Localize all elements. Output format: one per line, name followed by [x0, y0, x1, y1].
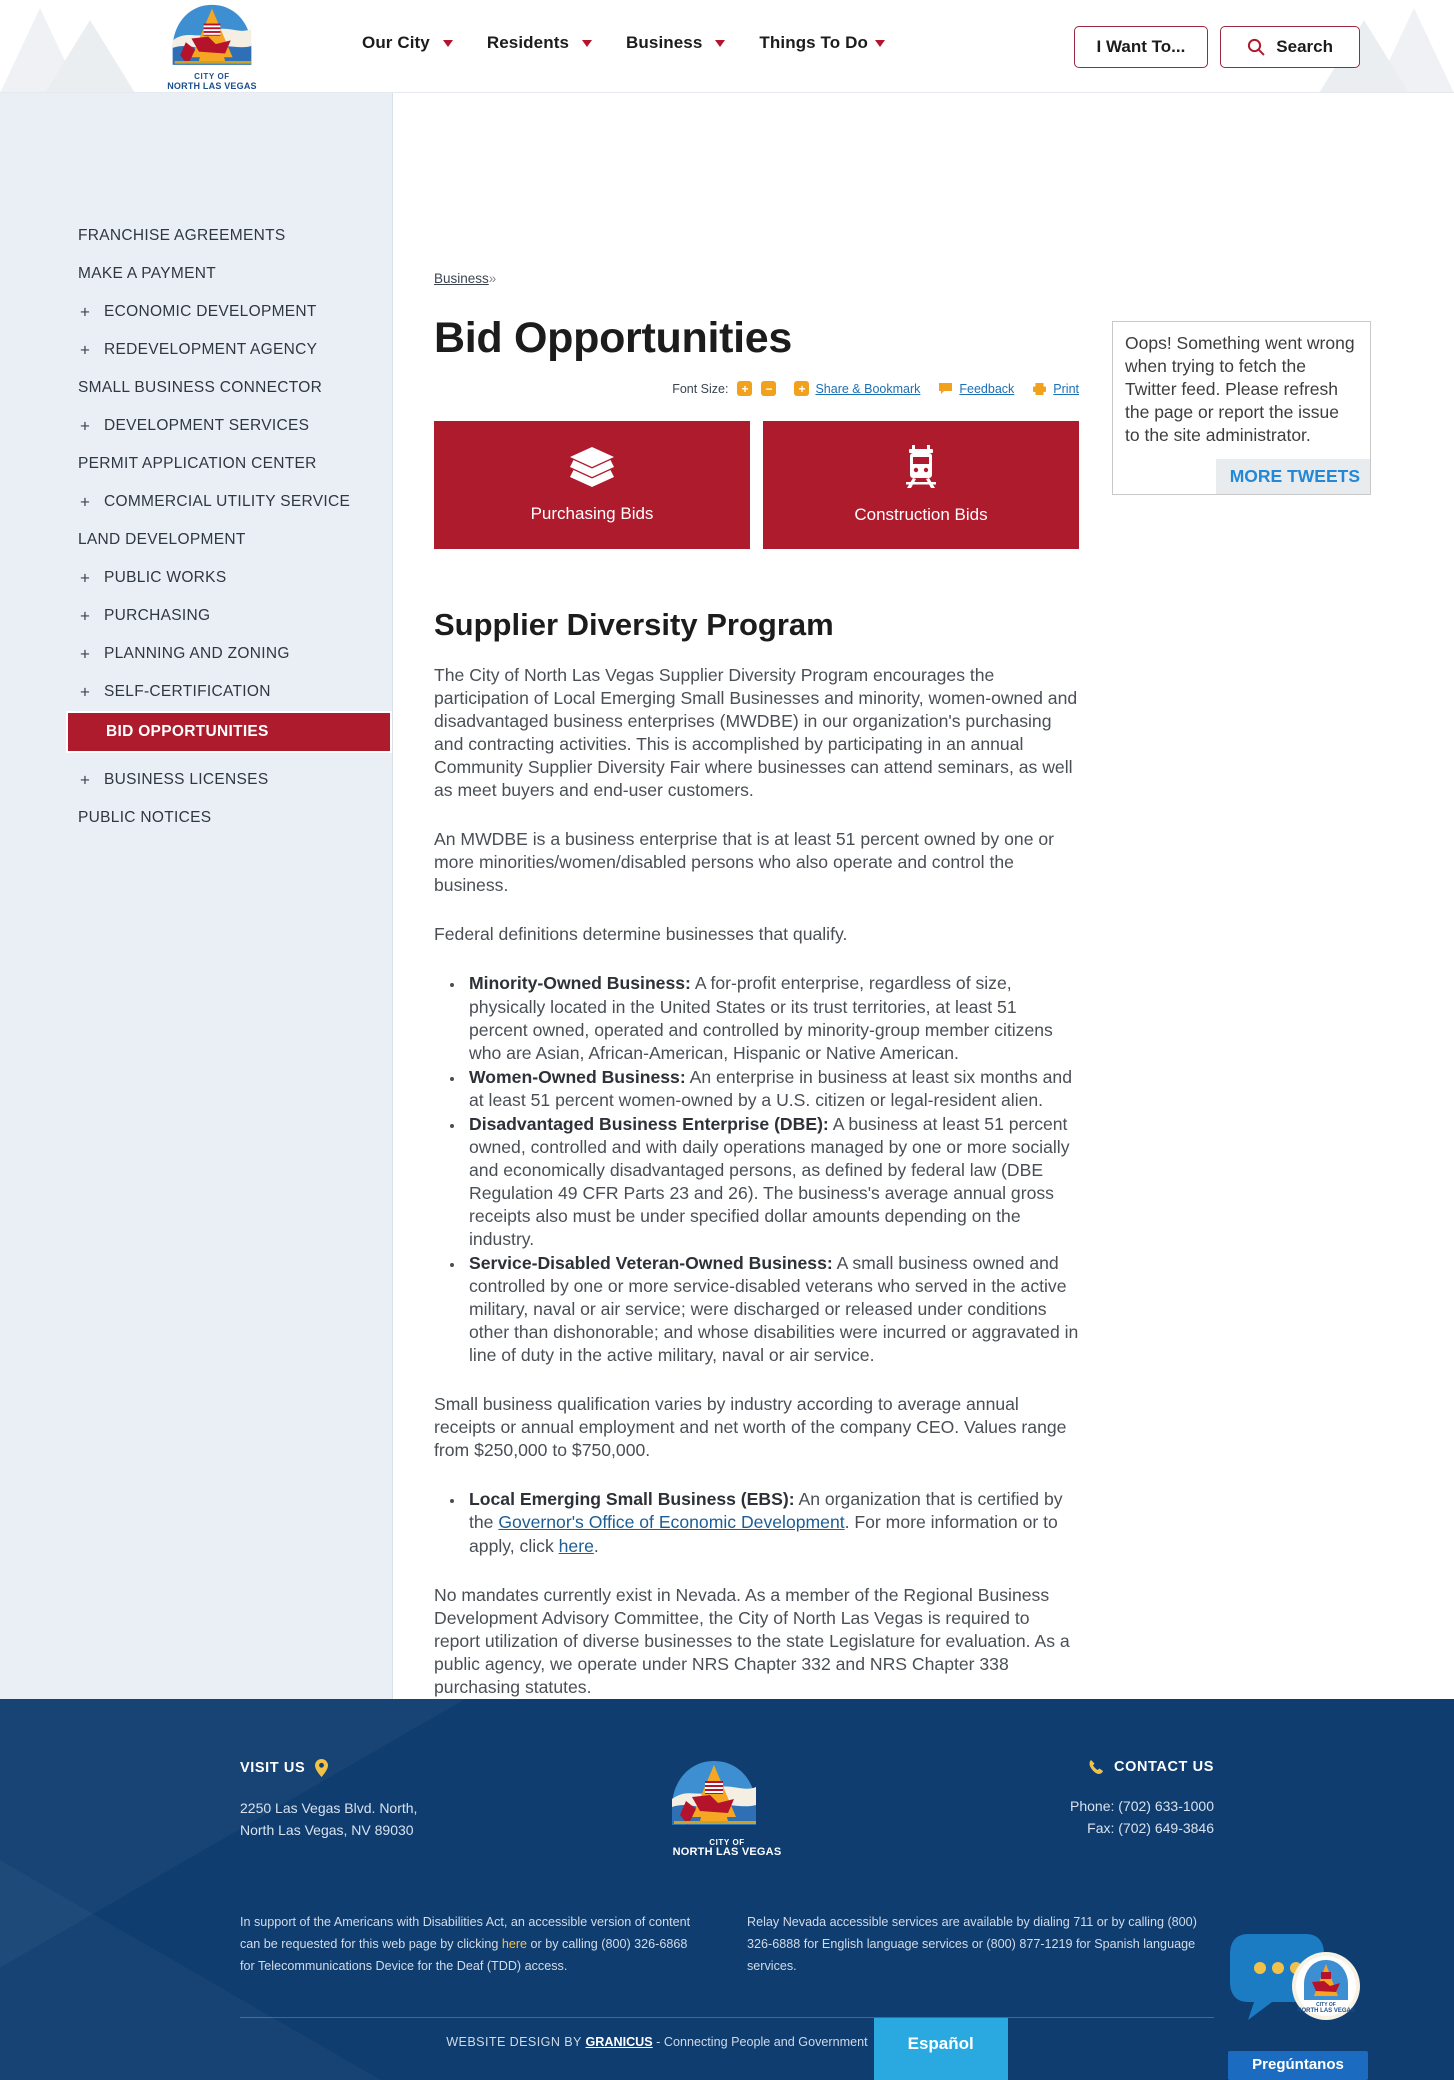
footer-logo-line-2: NORTH LAS VEGAS [672, 1846, 782, 1859]
map-pin-icon [315, 1759, 328, 1777]
sidebar-item-business-licenses[interactable] [0, 761, 392, 799]
right-column [1112, 271, 1412, 1699]
list-item [465, 1066, 1079, 1112]
definition-term: Service-Disabled Veteran-Owned Business: [469, 1253, 833, 1274]
footer-top [0, 1759, 1454, 1859]
share-bookmark-link[interactable]: Share & Bookmark [815, 381, 921, 396]
website-design-credit [446, 2018, 873, 2080]
logo-line-2: NORTH LAS VEGAS [167, 80, 257, 91]
sidebar-item-purchasing[interactable] [0, 597, 392, 635]
site-logo[interactable] [158, 3, 266, 91]
sidebar-item-label: FRANCHISE AGREEMENTS [78, 227, 286, 244]
print-icon [1032, 382, 1047, 396]
sidebar-item-land-development[interactable] [0, 521, 392, 559]
sidebar-item-commercial-utility-service[interactable] [0, 483, 392, 521]
font-size-increase-button[interactable]: + [737, 381, 752, 396]
paragraph-no-mandates: No mandates currently exist in Nevada. As a member of the Regional Business Development Advisory Committee, the City of North Las Vegas is required to report utilization of diverse businesses to the state Legislature for evaluation. As a public agency, we operate under NRS Chapter 332 and NRS Chapter 338 purchasing statutes. [434, 1584, 1070, 1697]
contact-us-heading [914, 1759, 1214, 1775]
nav-label: Our City [362, 33, 430, 52]
city-seal-icon [662, 1759, 766, 1833]
sidebar-item-label: SELF-CERTIFICATION [104, 683, 271, 700]
definition-term: Disadvantaged Business Enterprise (DBE): [469, 1113, 829, 1134]
phone-icon [1089, 1759, 1104, 1775]
footer-phone: Phone: (702) 633-1000 [1070, 1797, 1214, 1814]
more-tweets-button[interactable]: MORE TWEETS [1216, 459, 1370, 494]
paragraph-mwdbe: An MWDBE is a business enterprise that is at least 51 percent owned by one or more minorities/women/disabled persons who also operate and control the business. [434, 829, 1055, 896]
search-button[interactable] [1220, 26, 1360, 68]
list-item [465, 1488, 1079, 1557]
svg-text:NORTH LAS VEGAS: NORTH LAS VEGAS [1297, 2007, 1355, 2014]
sidebar-item-planning-and-zoning[interactable] [0, 635, 392, 673]
print-link[interactable]: Print [1053, 381, 1079, 396]
expand-plus-icon[interactable]: + [80, 416, 90, 436]
bid-category-tiles [434, 421, 1079, 549]
ebs-term: Local Emerging Small Business (EBS): [469, 1489, 795, 1510]
nav-item-business[interactable] [626, 33, 725, 53]
tile-label: Construction Bids [854, 505, 988, 524]
definition-text: A for-profit enterprise, regardless of size, physically located in the United States or its trust territories, at least 51 percent owned, operated and controlled by minority-group member citizens who are Asian, African-American, Hispanic or Native American. [469, 973, 1053, 1063]
definition-text: A small business owned and controlled by one or more service-disabled veterans who served in the active military, naval or air service; were discharged or released under conditions other than dishonorable; and whose disabilities were incurred or aggravated in line of duty in the active military, naval or air service. [469, 1253, 1079, 1366]
sidebar-item-public-notices[interactable] [0, 799, 392, 837]
font-size-label: Font Size: [672, 381, 729, 396]
sidebar-item-label: MAKE A PAYMENT [78, 265, 216, 282]
sidebar-item-label: REDEVELOPMENT AGENCY [104, 341, 318, 358]
ada-text-before: In support of the Americans with Disabilities Act, an accessible version of content can be requested for this web page by clicking [240, 1914, 691, 1951]
contact-us-label: CONTACT US [1114, 1758, 1214, 1775]
tile-construction-bids[interactable] [763, 421, 1079, 549]
list-item [465, 1252, 1079, 1367]
nav-item-things-to-do[interactable] [759, 33, 885, 53]
layers-icon [569, 446, 615, 488]
expand-plus-icon[interactable]: + [80, 682, 90, 702]
paragraph-federal-definitions: Federal definitions determine businesses that qualify. [434, 924, 848, 945]
preguntanos-widget[interactable] [1228, 1928, 1368, 2080]
footer-address-line-1: 2250 Las Vegas Blvd. North, [240, 1799, 418, 1816]
design-suffix: - Connecting People and Government [652, 2034, 868, 2049]
share-plus-icon[interactable]: + [794, 381, 809, 396]
page-title: Bid Opportunities [434, 314, 792, 362]
section-title: Supplier Diversity Program [434, 607, 834, 642]
nav-item-our-city[interactable] [362, 33, 453, 53]
list-item [465, 972, 1079, 1064]
nav-label: Residents [486, 33, 570, 52]
header-actions [1074, 26, 1360, 68]
sidebar-item-franchise-agreements[interactable] [0, 217, 392, 255]
sidebar-item-label: PERMIT APPLICATION CENTER [78, 455, 317, 472]
link-governors-office[interactable]: Governor's Office of Economic Development [498, 1512, 845, 1533]
feedback-icon [938, 382, 953, 395]
sidebar-item-label: BUSINESS LICENSES [104, 771, 269, 788]
chevron-down-icon [582, 40, 592, 47]
ada-statement [240, 1911, 695, 1977]
sidebar-item-label: COMMERCIAL UTILITY SERVICE [104, 493, 351, 510]
sidebar-item-self-certification[interactable] [0, 673, 392, 711]
page-body [0, 93, 1454, 1699]
ada-here-link[interactable]: here [501, 1936, 528, 1951]
footer-logo[interactable] [662, 1759, 792, 1859]
expand-plus-icon[interactable]: + [80, 770, 90, 790]
train-icon [901, 445, 941, 489]
i-want-to-button[interactable] [1074, 26, 1209, 68]
expand-plus-icon[interactable]: + [80, 340, 90, 360]
preguntanos-label[interactable]: Pregúntanos [1228, 2051, 1368, 2080]
sidebar-item-label: ECONOMIC DEVELOPMENT [104, 303, 317, 320]
definition-text: A business at least 51 percent owned, controlled and with daily operations managed by one or more socially and economically disadvantaged persons, as defined by federal law (DBE Regulation 49 CFR Parts 23 and 26). The business's average annual gross receipts also must be under specified dollar amounts depending on the industry. [469, 1113, 1070, 1249]
sidebar-item-label: BID OPPORTUNITIES [106, 723, 269, 740]
expand-plus-icon[interactable]: + [80, 644, 90, 664]
breadcrumb-link-business[interactable]: Business [434, 271, 489, 286]
main-navigation [362, 33, 885, 53]
definition-term: Minority-Owned Business: [469, 973, 691, 994]
nav-item-residents[interactable] [487, 33, 592, 53]
tile-purchasing-bids[interactable] [434, 421, 750, 549]
chevron-down-icon [875, 40, 885, 47]
search-label: Search [1276, 37, 1333, 56]
footer-contact-us [914, 1759, 1214, 1840]
design-prefix: WEBSITE DESIGN BY [446, 2034, 586, 2049]
font-size-decrease-button[interactable]: − [761, 381, 776, 396]
paragraph-small-business-qualification: Small business qualification varies by industry according to average annual receipts or annual employment and net worth of the company CEO. Values range from $250,000 to $750,000. [434, 1394, 1067, 1461]
tile-label: Purchasing Bids [530, 504, 654, 523]
sidebar-item-make-a-payment[interactable] [0, 255, 392, 293]
sidebar-item-redevelopment-agency[interactable] [0, 331, 392, 369]
city-seal-icon [160, 3, 264, 72]
chevron-down-icon [715, 40, 725, 47]
sidebar-item-label: PLANNING AND ZONING [104, 645, 290, 662]
sidebar-item-label: LAND DEVELOPMENT [78, 531, 246, 548]
breadcrumb [434, 271, 1079, 286]
relay-nevada-statement: Relay Nevada accessible services are available by dialing 711 or by calling (800) 326-6888 for English language services or (800) 877-1219 for Spanish language services. [747, 1914, 1197, 1973]
expand-plus-icon[interactable]: + [80, 492, 90, 512]
footer-bottom [0, 2001, 1454, 2080]
granicus-link[interactable]: GRANICUS [585, 2034, 653, 2049]
chat-bubble-icon [1228, 1928, 1368, 2046]
nav-label: Business [626, 33, 703, 52]
feedback-link[interactable]: Feedback [959, 381, 1015, 396]
ada-text-after: or by calling (800) 326-6868 for Telecommunications Device for the Deaf (TDD) access. [240, 1936, 688, 1973]
twitter-feed-widget [1112, 321, 1371, 495]
ebs-text-mid: . For more information or to apply, click [469, 1512, 1058, 1556]
link-here[interactable]: here [558, 1535, 594, 1556]
site-footer [0, 1699, 1454, 2080]
sidebar-item-label: PUBLIC WORKS [104, 569, 227, 586]
definition-term: Women-Owned Business: [469, 1066, 686, 1087]
sidebar-item-development-services[interactable] [0, 407, 392, 445]
sidebar-item-label: PURCHASING [104, 607, 211, 624]
espanol-language-button[interactable]: Español [874, 2018, 1008, 2080]
sidebar-item-permit-application-center[interactable] [0, 445, 392, 483]
footer-logo-line-1: CITY OF [709, 1837, 745, 1847]
twitter-error-message: Oops! Something went wrong when trying to fetch the Twitter feed. Please refresh the page or report the issue to the site administrator. [1125, 333, 1355, 446]
sidebar-item-economic-development[interactable] [0, 293, 392, 331]
definitions-list [434, 972, 1079, 1367]
chevron-down-icon [443, 40, 453, 47]
expand-plus-icon[interactable]: + [80, 606, 90, 626]
secondary-sidebar-navigation [0, 93, 393, 1699]
ebs-text-before: An organization that is certified by the [469, 1489, 1063, 1533]
visit-us-heading [240, 1759, 540, 1777]
i-want-to-label: I Want To... [1096, 37, 1186, 56]
main-column [434, 271, 1079, 1699]
sidebar-item-public-works[interactable] [0, 559, 392, 597]
definition-text: An enterprise in business at least six months and at least 51 percent women-owned by a U.S. citizen or legal-resident alien. [469, 1066, 1073, 1110]
page-tools-toolbar [79, 381, 1079, 396]
breadcrumb-separator: » [488, 271, 497, 286]
main-content [393, 93, 1454, 1699]
logo-line-1: CITY OF [194, 72, 230, 82]
visit-us-label: VISIT US [240, 1759, 306, 1776]
expand-plus-icon[interactable]: + [80, 568, 90, 588]
search-icon [1247, 38, 1265, 56]
nav-label: Things To Do [759, 33, 868, 52]
ebs-text-after: . [593, 1535, 599, 1556]
sidebar-item-label: DEVELOPMENT SERVICES [104, 417, 310, 434]
decorative-mountains-left [0, 0, 150, 93]
sidebar-item-bid-opportunities[interactable] [66, 711, 392, 753]
footer-fax: Fax: (702) 649-3846 [1087, 1820, 1214, 1837]
site-header [0, 0, 1454, 93]
footer-address-line-2: North Las Vegas, NV 89030 [240, 1822, 414, 1839]
ebs-list [434, 1488, 1079, 1557]
footer-visit-us [240, 1759, 540, 1842]
list-item [465, 1113, 1079, 1251]
sidebar-item-label: PUBLIC NOTICES [78, 809, 212, 826]
sidebar-item-label: SMALL BUSINESS CONNECTOR [78, 379, 323, 396]
expand-plus-icon[interactable]: + [80, 302, 90, 322]
svg-text:CITY OF: CITY OF [1316, 2001, 1336, 2008]
paragraph-intro: The City of North Las Vegas Supplier Diversity Program encourages the participation of Local Emerging Small Businesses and minority, women-owned and disadvantaged business enterprises (MWDBE) in our organization's purchasing and contracting activities. This is accomplished by participating in an annual Community Supplier Diversity Fair where businesses can attend seminars, as well as meet buyers and end-user customers. [434, 665, 1078, 801]
